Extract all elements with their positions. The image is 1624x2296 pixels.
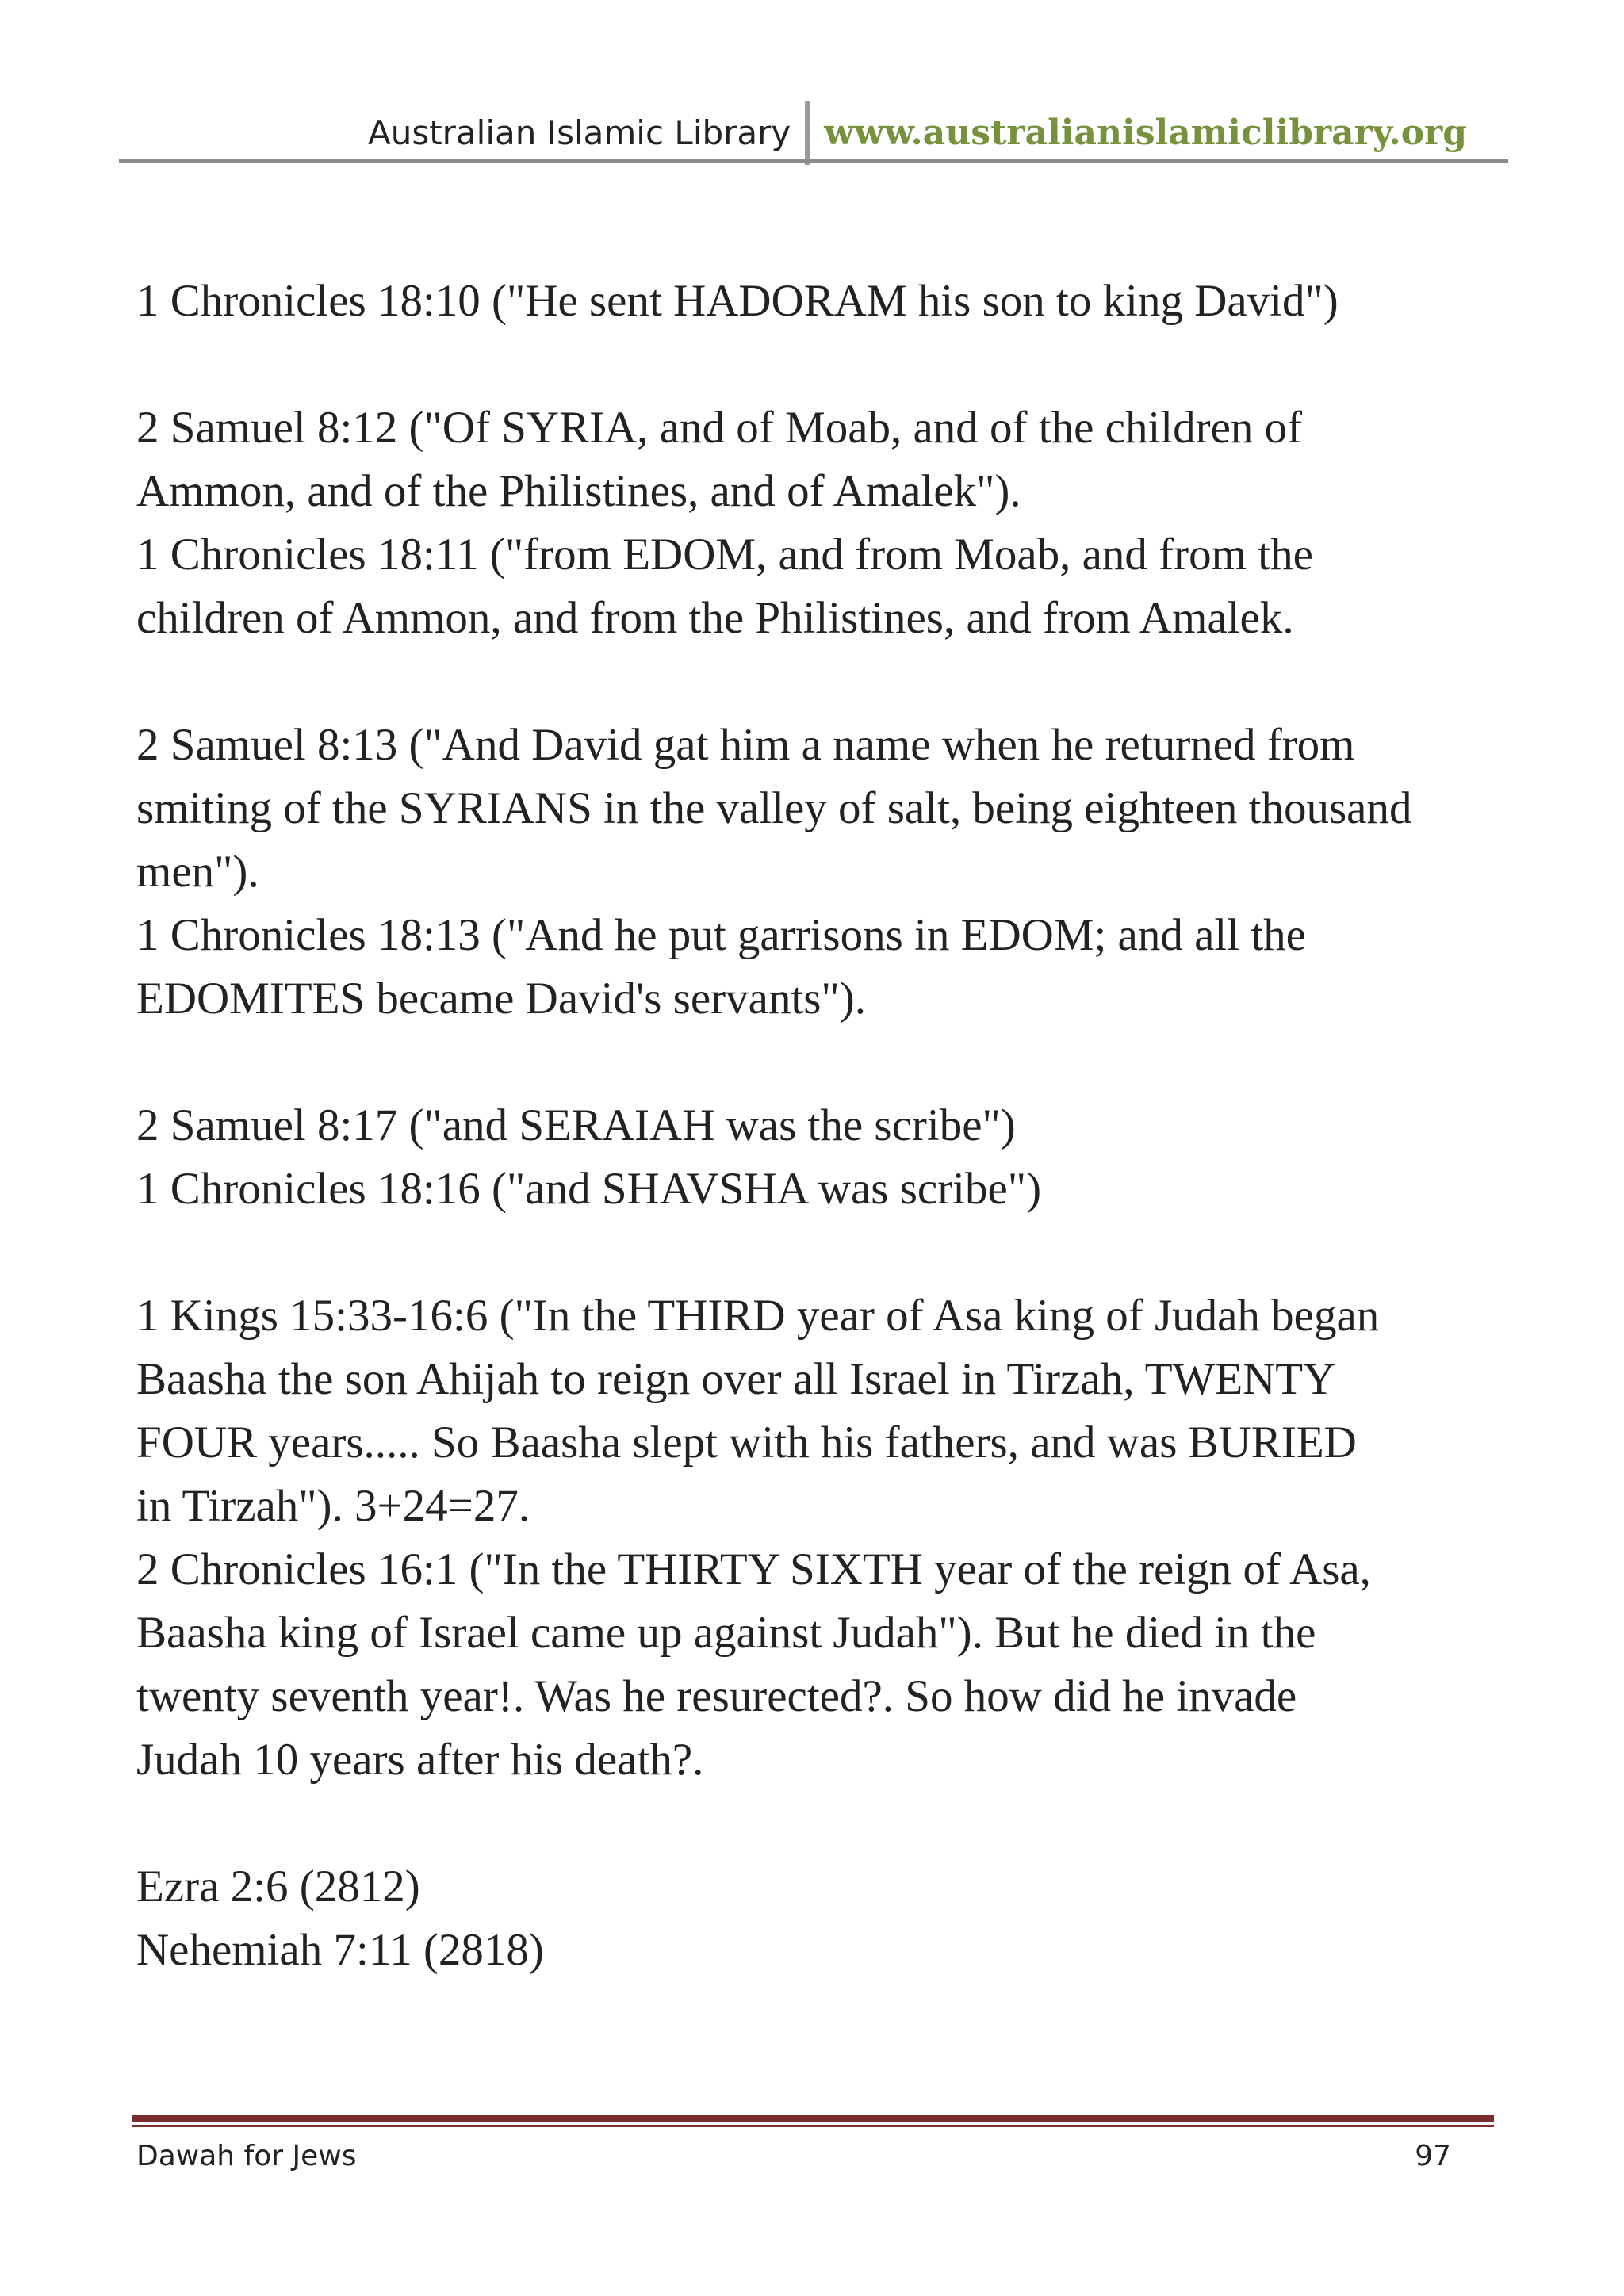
text-line: Nehemiah 7:11 (2818) — [136, 1925, 544, 1975]
text-line: Baasha the son Ahijah to reign over all Israel in Tirzah, TWENTY — [136, 1354, 1336, 1404]
paragraph — [136, 1284, 1516, 1792]
footer-book-title: Dawah for Jews — [136, 2140, 357, 2172]
text-line: in Tirzah"). 3+24=27. — [136, 1481, 530, 1531]
text-line: EDOMITES became David's servants"). — [136, 974, 866, 1024]
text-line: 1 Chronicles 18:11 ("from EDOM, and from Moab, and from the — [136, 530, 1313, 580]
text-line: smiting of the SYRIANS in the valley of salt, being eighteen thousand — [136, 783, 1412, 833]
text-line: Baasha king of Israel came up against Judah"). But he died in the — [136, 1608, 1316, 1658]
text-line: Judah 10 years after his death?. — [136, 1735, 704, 1785]
body-content — [136, 270, 1516, 2045]
footer-page-number: 97 — [1415, 2140, 1451, 2172]
paragraph — [136, 270, 1516, 333]
footer-rule-thick — [132, 2115, 1494, 2122]
text-line: 1 Chronicles 18:10 ("He sent HADORAM his son to king David") — [136, 276, 1339, 326]
paragraph — [136, 396, 1516, 650]
header-title: Australian Islamic Library — [367, 113, 791, 152]
text-line: 1 Chronicles 18:13 ("And he put garrisons in EDOM; and all the — [136, 910, 1306, 960]
text-line: FOUR years..... So Baasha slept with his fathers, and was BURIED — [136, 1418, 1357, 1468]
text-line: 2 Samuel 8:12 ("Of SYRIA, and of Moab, and of the children of — [136, 403, 1303, 453]
text-line: 2 Samuel 8:13 ("And David gat him a name when he returned from — [136, 720, 1355, 770]
text-line: 1 Chronicles 18:16 ("and SHAVSHA was scribe") — [136, 1164, 1042, 1214]
text-line: children of Ammon, and from the Philistines, and from Amalek. — [136, 593, 1294, 643]
text-line: 1 Kings 15:33-16:6 ("In the THIRD year of Asa king of Judah began — [136, 1291, 1380, 1341]
header-url: www.australianislamiclibrary.org — [824, 113, 1467, 153]
paragraph — [136, 1094, 1516, 1221]
text-line: 2 Samuel 8:17 ("and SERAIAH was the scribe") — [136, 1100, 1016, 1150]
text-line: 2 Chronicles 16:1 ("In the THIRTY SIXTH year of the reign of Asa, — [136, 1544, 1371, 1594]
footer-rule-thin — [132, 2125, 1494, 2127]
text-line: Ezra 2:6 (2812) — [136, 1862, 420, 1911]
text-line: men"). — [136, 847, 259, 897]
header-inner — [368, 101, 1467, 165]
header-rule — [119, 159, 1508, 163]
page-header — [119, 94, 1503, 165]
paragraph — [136, 714, 1516, 1031]
paragraph — [136, 1855, 1516, 1982]
text-line: Ammon, and of the Philistines, and of Amalek"). — [136, 466, 1021, 516]
header-separator — [805, 101, 810, 165]
text-line: twenty seventh year!. Was he resurected?. So how did he invade — [136, 1671, 1297, 1721]
